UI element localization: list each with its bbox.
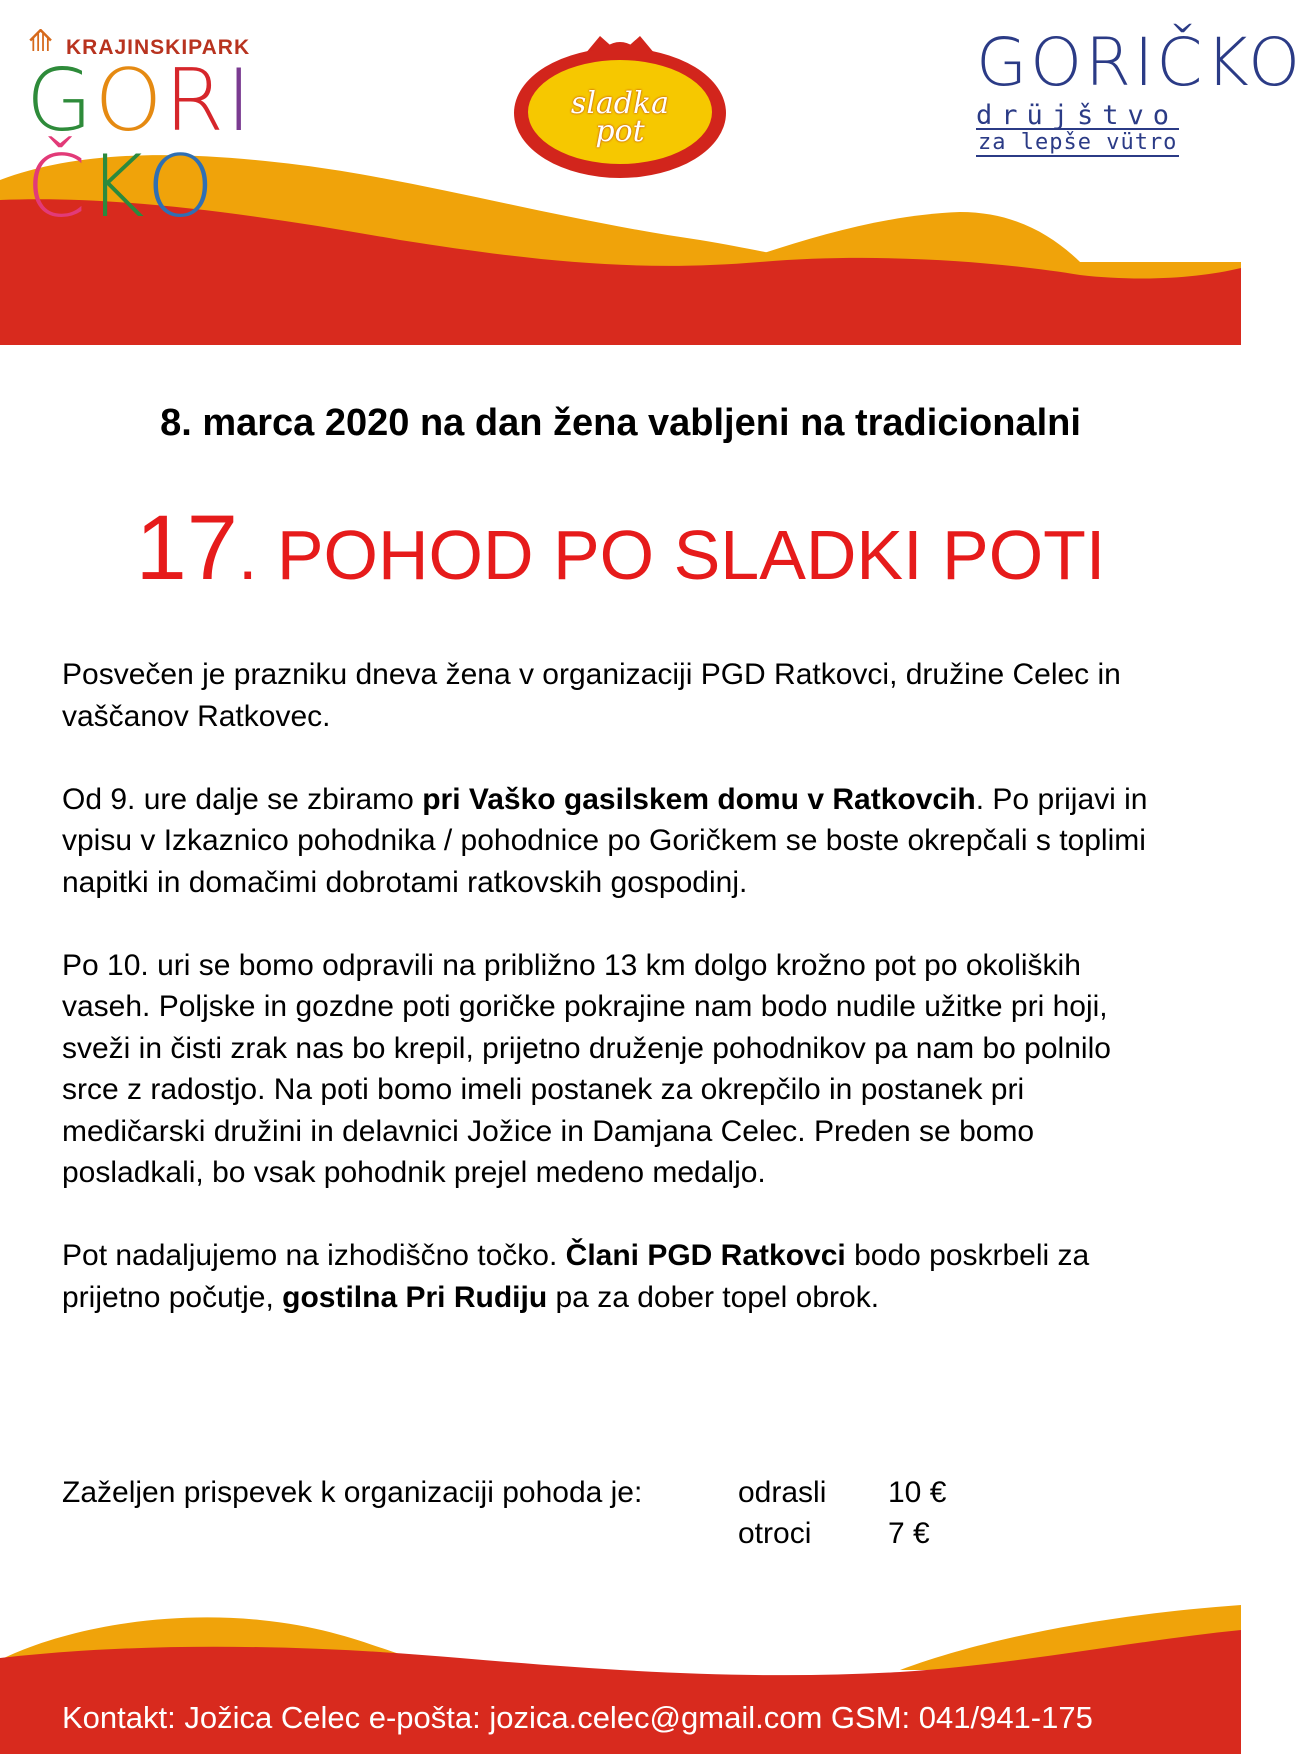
contribution-label: Zaželjen prispevek k organizaciji pohoda je: [62,1476,643,1509]
paragraph-finish: Pot nadaljujemo na izhodiščno točko. Člani PGD Ratkovci bodo poskrbeli za prijetno počutje, gostilna Pri Rudiju pa za dober topel obrok. [62,1239,1090,1314]
logo-right-tagline: za lepše vütro [978,130,1178,155]
organizer-gostilna: gostilna Pri Rudiju [282,1280,548,1314]
logo-goricko-word: GORIČKO [26,51,254,237]
logo-sladka: sladka [570,86,670,121]
event-title [0,496,1241,601]
paragraph-gathering: Od 9. ure dalje se zbiramo pri Vaško gasilskem domu v Ratkovcih. Po prijavi in vpisu v Izkaznico pohodnika / pohodnice po Goričkem se boste okrepčali s toplimi napitki in domačimi dobrotami ratkovskih gospodinj. [62,782,1148,899]
body-text [62,654,1162,1360]
sladka-pot-logo [508,30,732,174]
organizer-pgd: Člani PGD Ratkovci [565,1239,846,1272]
footer-contact: Kontakt: Jožica Celec e-pošta: jozica.celec@gmail.com GSM: 041/941-175 [62,1700,1093,1735]
krajinski-park-logo [24,22,284,237]
invitation-subtitle: 8. marca 2020 na dan žena vabljeni na tradicionalni [160,402,1081,444]
paragraph-route: Po 10. uri se bomo odpravili na približno 13 km dolgo krožno pot po okoliških vaseh. Poljske in gozdne poti goričke pokrajine nam bodo nudile užitke pri hoji, sveži in čisti zrak nas bo krepil, prijetno druženje pohodnikov pa nam bo polnilo srce z radostjo. Na poti bomo imeli postanek za okrepčilo in postanek pri medičarski družini in delavnici Jožice in Damjana Celec. Preden se bomo posladkali, bo vsak pohodnik prejel medeno medaljo. [62,948,1111,1189]
gathering-place: pri Vaško gasilskem domu v Ratkovcih [422,782,976,816]
logo-right-word: GORIČKO [976,24,1303,101]
event-name: . POHOD PO SLADKI POTI [237,516,1106,594]
logo-right-drustvo: drüjštvo [976,100,1179,131]
contribution-row-children: otroci 7 € [738,1517,930,1550]
contribution-row-adults: odrasli 10 € [738,1476,947,1509]
paragraph-dedication: Posvečen je prazniku dneva žena v organizaciji PGD Ratkovci, družine Celec in vaščanov Ratkovec. [62,658,1121,733]
tree-icon: ⟰ [28,25,54,58]
logo-pot: pot [595,114,645,149]
drustvo-goricko-logo [976,24,1303,160]
logo-park-label: KRAJINSKIPARK [66,36,251,59]
event-number: 17 [135,497,238,599]
